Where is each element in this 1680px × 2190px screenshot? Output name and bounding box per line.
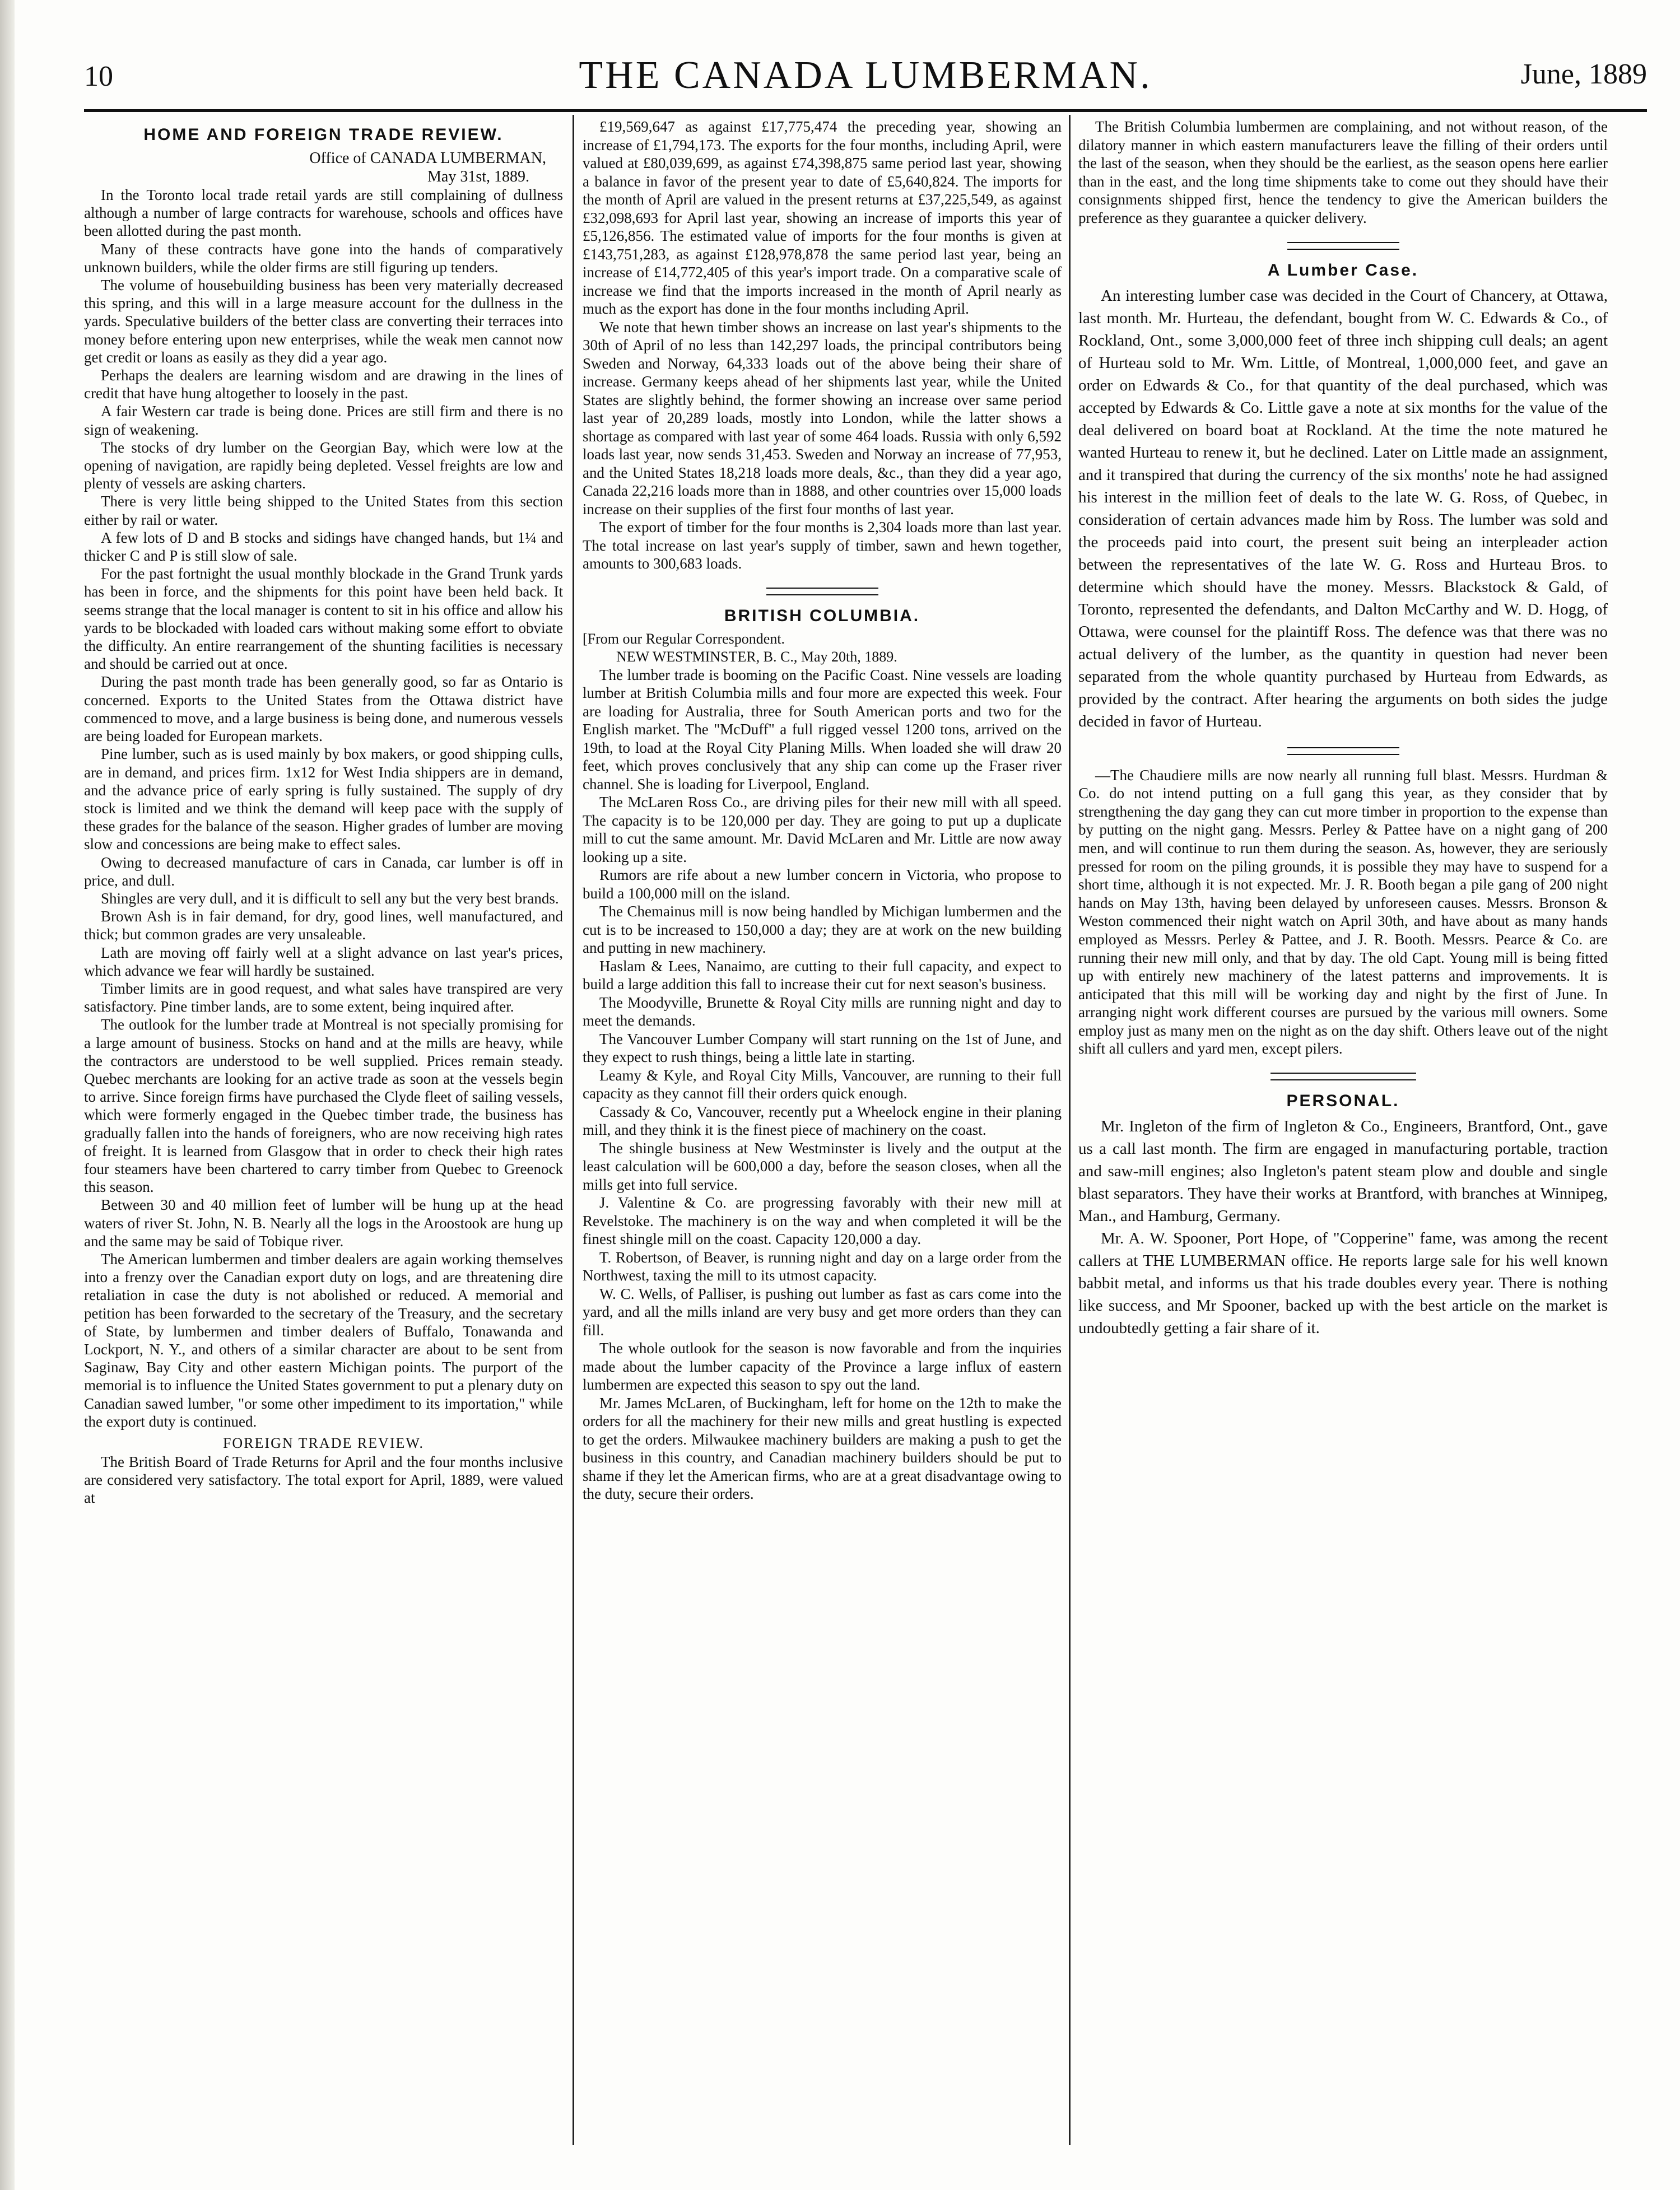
column-1 bbox=[84, 118, 563, 2145]
dateline-new-westminster: NEW WESTMINSTER, B. C., May 20th, 1889. bbox=[616, 648, 897, 665]
paragraph: Brown Ash is in fair demand, for dry, good lines, well manufactured, and thick; but common grades are very unsaleable. bbox=[84, 908, 563, 943]
paragraph: £19,569,647 as against £17,775,474 the preceding year, showing an increase of £1,794,173. The exports for the four months, including April, were valued at £80,039,699, as against £74,398,875 same period last year, showing a balance in favor of the present year to date of £5,640,824. The imports for the month of April are valued in the present returns at £37,225,549, as against £32,098,693 for April last year, showing an increase of imports this year of £5,126,856. The estimated value of imports for the four months is given at £143,751,283, as against £128,978,878 the same period last year, being an increase of £14,772,405 of this year's import trade. On a comparative scale of increase we find that the imports increased in the month of April nearly as much as the export has done in the four months including April. bbox=[583, 118, 1062, 317]
paragraph: The outlook for the lumber trade at Montreal is not specially promising for a large amount of business. Stocks on hand and at the mills are heavy, while the contractors are understood to be well supplied. Prices remain steady. Quebec merchants are looking for an active trade as soon at the vessels begin to arrive. Since foreign firms have purchased the Clyde fleet of sailing vessels, which were formerly engaged in the Quebec timber trade, the business has gradually fallen into the hands of foreigners, who are now receiving high rates of freight. It is learned from Glasgow that in order to check their high rates four steamers have been chartered to carry timber from Quebec to Greenock this season. bbox=[84, 1016, 563, 1196]
paragraph: Shingles are very dull, and it is difficult to sell any but the very best brands. bbox=[101, 889, 559, 907]
paragraph: Mr. A. W. Spooner, Port Hope, of "Copperine" fame, was among the recent callers at THE LUMBERMAN office. He reports large sale for his well known babbit metal, and informs us that his trade doubles every year. There is nothing like success, and Mr Spooner, backed up with the best article on the market is undoubtedly getting a fair share of it. bbox=[1078, 1229, 1608, 1338]
paragraph: The American lumbermen and timber dealers are again working themselves into a frenzy over the Canadian export duty on logs, and are threatening dire retaliation in case the duty is not abolished or reduced. A memorial and petition has been forwarded to the secretary of the Treasury, and the secretary of State, by lumbermen and timber dealers of Buffalo, Tonawanda and Lockport, N. Y., and others of a similar character are about to be sent from Saginaw, Bay City and other eastern Michigan points. The purport of the memorial is to influence the United States government to put a plenary duty on Canadian sawed lumber, "or some other impediment to its importation," while the export duty is continued. bbox=[84, 1250, 563, 1430]
paragraph: A fair Western car trade is being done. Prices are still firm and there is no sign of weakening. bbox=[84, 403, 563, 438]
article-body-lumber-case bbox=[1078, 285, 1608, 733]
issue-date: June, 1889 bbox=[1520, 58, 1647, 90]
paragraph: The British Columbia lumbermen are complaining, and not without reason, of the dilatory manner in which eastern manufacturers leave the filling of their orders until the last of the season, when they should be the earliest, as the season opens here earlier than in the east, and the long time shipments take to come out they should have their consignments shipped first, hence the tendency to give the American builders the preference as they guarantee a quicker delivery. bbox=[1078, 118, 1608, 226]
newspaper-title: THE CANADA LUMBERMAN. bbox=[579, 54, 1152, 97]
paragraph: T. Robertson, of Beaver, is running night and day on a large order from the Northwest, taxing the mill to its utmost capacity. bbox=[583, 1248, 1062, 1284]
article-body-personal bbox=[1078, 1115, 1608, 1339]
paragraph: The export of timber for the four months is 2,304 loads more than last year. The total increase on last year's supply of timber, sawn and hewn together, amounts to 300,683 loads. bbox=[583, 519, 1062, 572]
article-title-personal: PERSONAL. bbox=[1286, 1092, 1400, 1111]
article-body-british-columbia bbox=[583, 666, 1062, 1503]
paragraph: A few lots of D and B stocks and sidings have changed hands, but 1¼ and thicker C and P is still slow of sale. bbox=[84, 529, 563, 565]
paragraph: The Moodyville, Brunette & Royal City mills are running night and day to meet the demands. bbox=[583, 994, 1062, 1029]
article-body-foreign-trade-continued bbox=[583, 118, 1062, 573]
paragraph: The volume of housebuilding business has been very materially decreased this spring, and this will in a large measure account for the dullness in the yards. Speculative builders of the better class are converting their terraces into money before entering upon new enterprises, while the weak men cannot now get credit or loans as easily as they did a year ago. bbox=[84, 277, 563, 366]
article-body-foreign-trade bbox=[84, 1453, 563, 1507]
paragraph: J. Valentine & Co. are progressing favorably with their new mill at Revelstoke. The machinery is on the way and when completed it will be the finest shingle mill on the coast. Capacity 120,000 a day. bbox=[583, 1194, 1062, 1247]
paragraph: Cassady & Co, Vancouver, recently put a Wheelock engine in their planing mill, and they think it is the finest piece of machinery on the coast. bbox=[583, 1103, 1062, 1138]
paragraph: There is very little being shipped to the United States from this section either by rail or water. bbox=[84, 493, 563, 528]
article-body-home-foreign bbox=[84, 186, 563, 1431]
paragraph: The Chemainus mill is now being handled by Michigan lumbermen and the cut is to be increased to 150,000 a day; they are at work on the new building and putting in new machinery. bbox=[583, 903, 1062, 956]
column-divider bbox=[1069, 115, 1071, 2145]
page-edge-stain bbox=[0, 0, 15, 2190]
paragraph: An interesting lumber case was decided in the Court of Chancery, at Ottawa, last month. Mr. Hurteau, the defendant, bought from W. C. Edwards & Co., of Rockland, Ont., some 3,000,000 feet of three inch shipping cull deals; an agent of Hurteau sold to Mr. Wm. Little, of Montreal, 1,000,000 feet, and gave an order on Edwards & Co., for that quantity of the deal purchased, which was accepted by Edwards & Co. Little gave a note at six months for the value of the deal delivered on board boat at Rockland. At the time the note matured he wanted Hurteau to renew it, but he declined. Later on Little made an assignment, and it transpired that during the currency of the six months' note he had assigned his interest in the million feet of deals to the late W. G. Ross, of Quebec, in consideration of certain advances made him by Ross. The lumber was sold and the proceeds paid into court, the present suit being an interpleader action between the representatives of the late W. G. Ross and Hurteau Bros. to determine which should have the money. Messrs. Blackstock & Gald, of Toronto, represented the defendants, and Dalton McCarthy and W. D. Hogg, of Ottawa, were counsel for the plaintiff Ross. The defence was that there was no actual delivery of the lumber, as the quantity in question had never been separated from the whole quantity purchased by Hurteau from Edwards, as provided by the contract. After hearing the arguments on both sides the judge decided in favor of Hurteau. bbox=[1078, 286, 1608, 730]
dateline-date: May 31st, 1889. bbox=[427, 168, 529, 185]
page-header bbox=[84, 53, 1647, 101]
paragraph: During the past month trade has been generally good, so far as Ontario is concerned. Exports to the United States from the Ottawa district have commenced to move, and a large business is being done, and numerous vessels are being loaded for European markets. bbox=[84, 673, 563, 745]
section-divider bbox=[1287, 242, 1399, 250]
page-number: 10 bbox=[84, 60, 113, 92]
column-3 bbox=[1078, 118, 1608, 2145]
paragraph: Owing to decreased manufacture of cars in Canada, car lumber is off in price, and dull. bbox=[84, 854, 563, 889]
header-rule bbox=[84, 109, 1647, 112]
paragraph: Haslam & Lees, Nanaimo, are cutting to their full capacity, and expect to build a large addition this fall to increase their cut for next season's business. bbox=[583, 957, 1062, 993]
paragraph: Rumors are rife about a new lumber concern in Victoria, who propose to build a 100,000 mill on the island. bbox=[583, 866, 1062, 902]
column-2 bbox=[583, 118, 1062, 2145]
correspondent-line: [From our Regular Correspondent. bbox=[583, 630, 785, 647]
paragraph: Mr. Ingleton of the firm of Ingleton & Co., Engineers, Brantford, Ont., gave us a call last month. The firm are engaged in manufacturing portable, traction and saw-mill engines; also Ingleton's patent steam plow and double and single blast separators. They have their works at Brantford, with branches at Winnipeg, Man., and Hamburg, Germany. bbox=[1078, 1117, 1608, 1226]
paragraph: In the Toronto local trade retail yards are still complaining of dullness although a number of large contracts for warehouse, schools and offices have been allotted during the past month. bbox=[84, 187, 563, 240]
subheading-foreign-trade: FOREIGN TRADE REVIEW. bbox=[222, 1435, 425, 1452]
article-title-home-foreign: HOME AND FOREIGN TRADE REVIEW. bbox=[143, 125, 504, 144]
paragraph: Timber limits are in good request, and what sales have transpired are very satisfactory. Pine timber lands, are to some extent, being inquired after. bbox=[84, 980, 563, 1015]
paragraph: The shingle business at New Westminster is lively and the output at the least calculation will be 600,000 a day, before the season closes, when all the mills get into full service. bbox=[583, 1139, 1062, 1193]
paragraph: Many of these contracts have gone into the hands of comparatively unknown builders, while the older firms are still figuring up tenders. bbox=[84, 240, 563, 276]
paragraph: The lumber trade is booming on the Pacific Coast. Nine vessels are loading lumber at British Columbia mills and four more are expected this week. Four are loading for Australia, three for South American ports and two for the English market. The "McDuff" a full rigged vessel 1200 tons, arrived on the 19th, to load at the Royal City Planing Mills. When loaded she will draw 20 feet, which proves conclusively that any ship can come up the Fraser river channel. She is loading for Liverpool, England. bbox=[583, 666, 1062, 793]
paragraph: The whole outlook for the season is now favorable and from the inquiries made about the lumber capacity of the Province a large influx of eastern lumbermen are expected this season to spy out the land. bbox=[583, 1340, 1062, 1393]
paragraph: Lath are moving off fairly well at a slight advance on last year's prices, which advance we fear will hardly be sustained. bbox=[84, 944, 563, 979]
paragraph: For the past fortnight the usual monthly blockade in the Grand Trunk yards has been in force, and the shipments for this point have been held back. It seems strange that the local manager is content to sit in his office and allow his yards to be blockaded with loaded cars without making some effort to obviate the difficulty. An entire rearrangement of the shunting facilities is necessary and should be carried out at once. bbox=[84, 565, 563, 673]
paragraph: We note that hewn timber shows an increase on last year's shipments to the 30th of April of no less than 142,297 loads, the principal contributors being Sweden and Norway, 64,333 loads out of the above being their share of increase. Germany keeps ahead of her shipments last year, while the United States are slightly behind, the former showing an increase over same period last year of 20,289 loads, mostly into London, while the latter shows a shortage as compared with last year of some 464 loads. Russia with only 6,592 loads last year, now sends 31,453. Sweden and Norway an increase of 77,953, and the United States 18,218 loads more deals, &c., than they did a year ago, Canada 22,216 loads more than in 1888, and other countries over 15,000 loads increase on their supplies of the first four months of last year. bbox=[583, 318, 1062, 518]
paragraph: The stocks of dry lumber on the Georgian Bay, which were low at the opening of navigation, are rapidly being depleted. Vessel freights are low and plenty of vessels are asking charters. bbox=[84, 439, 563, 492]
paragraph: Mr. James McLaren, of Buckingham, left for home on the 12th to make the orders for all the machinery for their new mills and great hustling is expected to get the orders. Milwaukee machinery builders are making a push to get the business in this country, and Canadian machinery builders should be put to shame if they let the American firms, who are at a great disadvantage owing to the duty, secure their orders. bbox=[583, 1394, 1062, 1502]
section-divider bbox=[1271, 1073, 1416, 1080]
article-body-british-columbia-continued bbox=[1078, 118, 1608, 227]
paragraph: —The Chaudiere mills are now nearly all running full blast. Messrs. Hurdman & Co. do not intend putting on a full gang this year, as they consider that by strengthening the day gang they can cut more timber in proportion to the expense than by putting on the night gang. Messrs. Perley & Pattee have on a night gang of 200 men, and will continue to run them during the season. As, however, they are seriously pressed for room on the piling grounds, it is possible they may have to suspend for a short time, although it is not expected. Mr. J. R. Booth began a pile gang of 200 night hands on May 13th, having been delayed by unforeseen causes. Messrs. Bronson & Weston commenced their night watch on April 30th, and have about as many hands employed as Messrs. Perley & Pattee, and J. R. Booth. Messrs. Pearce & Co. are running their new mill only, and that by day. The old Capt. Young mill is being fitted up with entirely new machinery of the latest patterns and improvements. It is anticipated that this mill will be working day and night by the first of June. In arranging night work different courses are pursued by the various mill owners. Some employ just as many men on the night as on the day shift. Others leave out of the night shift all cullers and yard men, except pilers. bbox=[1078, 766, 1608, 1057]
article-title-british-columbia: BRITISH COLUMBIA. bbox=[724, 606, 920, 625]
paragraph: W. C. Wells, of Palliser, is pushing out lumber as fast as cars come into the yard, and all the mills inland are very busy and get more orders than they can fill. bbox=[583, 1285, 1062, 1339]
paragraph: The McLaren Ross Co., are driving piles for their new mill with all speed. The capacity is to be 120,000 per day. They are going to put up a duplicate mill to cut the same amount. Mr. David McLaren and Mr. Little are now away looking up a site. bbox=[583, 794, 1062, 865]
paragraph: The British Board of Trade Returns for April and the four months inclusive are considered very satisfactory. The total export for April, 1889, were valued at bbox=[84, 1453, 563, 1507]
section-divider bbox=[1287, 747, 1399, 755]
paragraph: Pine lumber, such as is used mainly by box makers, or good shipping culls, are in demand, and prices firm. 1x12 for West India shippers are in demand, and the advance price of early spring is fully sustained. The supply of dry stock is limited and we think the demand will keep pace with the supply of these grades for the balance of the season. Higher grades of lumber are moving slow and concessions are being make to effect sales. bbox=[84, 745, 563, 853]
paragraph: Between 30 and 40 million feet of lumber will be hung up at the head waters of river St. John, N. B. Nearly all the logs in the Aroostook are hung up and the same may be said of Tobique river. bbox=[84, 1196, 563, 1250]
dateline-office: Office of CANADA LUMBERMAN, bbox=[309, 150, 546, 167]
paragraph: Leamy & Kyle, and Royal City Mills, Vancouver, are running to their full capacity as they cannot fill their orders quick enough. bbox=[583, 1066, 1062, 1102]
section-divider bbox=[766, 588, 878, 595]
paragraph: The Vancouver Lumber Company will start running on the 1st of June, and they expect to rush things, being a little late in starting. bbox=[583, 1030, 1062, 1065]
column-divider bbox=[573, 115, 574, 2145]
article-title-lumber-case: A Lumber Case. bbox=[1267, 260, 1419, 279]
paragraph: Perhaps the dealers are learning wisdom and are drawing in the lines of credit that have hung altogether to loosely in the past. bbox=[84, 367, 563, 402]
article-body-chaudiere bbox=[1078, 766, 1608, 1059]
